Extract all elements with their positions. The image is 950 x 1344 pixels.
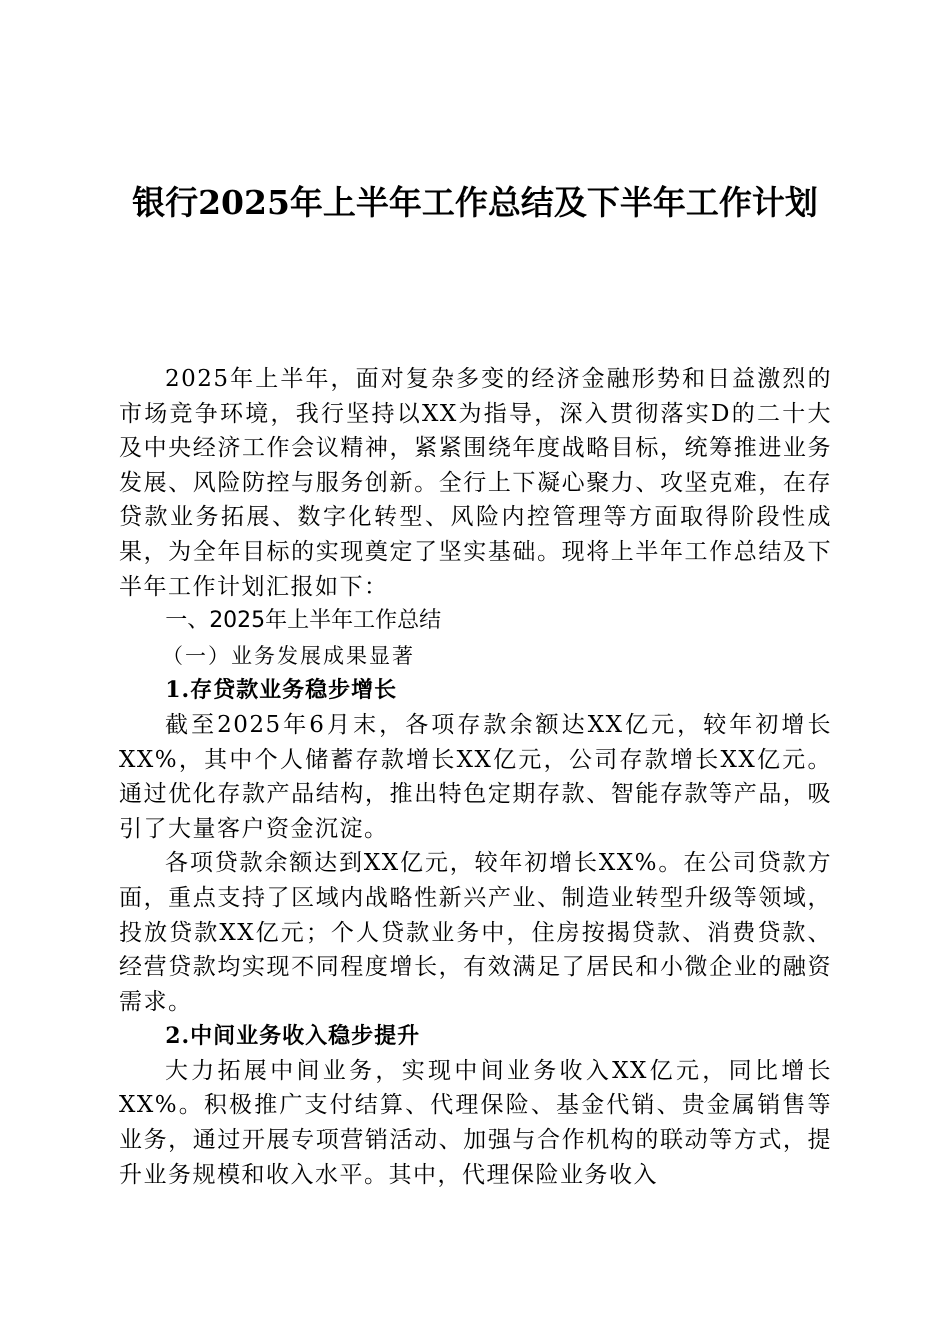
loans-paragraph: 各项贷款余额达到XX亿元，较年初增长XX%。在公司贷款方面，重点支持了区域内战略性新兴产业、制造业转型升级等领域，投放贷款XX亿元；个人贷款业务中，住房按揭贷款、消费贷款、经营贷款均实现不同程度增长，有效满足了居民和小微企业的融资需求。 bbox=[119, 850, 832, 1015]
intermediate-business-paragraph: 大力拓展中间业务，实现中间业务收入XX亿元，同比增长XX%。积极推广支付结算、代理保险、基金代销、贵金属销售等业务，通过开展专项营销活动、加强与合作机构的联动等方式，提升业务规模和收入水平。其中，代理保险业务收入 bbox=[119, 1057, 832, 1188]
section-heading: 一、2025年上半年工作总结 bbox=[165, 608, 442, 634]
deposits-paragraph: 截至2025年6月末，各项存款余额达XX亿元，较年初增长XX%，其中个人储蓄存款增长XX亿元，公司存款增长XX亿元。通过优化存款产品结构，推出特色定期存款、智能存款等产品，吸引了大量客户资金沉淀。 bbox=[119, 711, 832, 842]
document-body bbox=[119, 362, 832, 1192]
intro-paragraph: 2025年上半年，面对复杂多变的经济金融形势和日益激烈的市场竞争环境，我行坚持以XX为指导，深入贯彻落实D的二十大及中央经济工作会议精神，紧紧围绕年度战略目标，统筹推进业务发展、风险防控与服务创新。全行上下凝心聚力、攻坚克难，在存贷款业务拓展、数字化转型、风险内控管理等方面取得阶段性成果，为全年目标的实现奠定了坚实基础。现将上半年工作总结及下半年工作计划汇报如下： bbox=[119, 366, 832, 600]
subsection-heading: （一）业务发展成果显著 bbox=[162, 643, 416, 668]
document-title: 银行2025年上半年工作总结及下半年工作计划 bbox=[132, 183, 818, 222]
item-heading-deposits-loans: 1.存贷款业务稳步增长 bbox=[165, 677, 398, 704]
item-heading-intermediate-business: 2.中间业务收入稳步提升 bbox=[165, 1023, 421, 1050]
